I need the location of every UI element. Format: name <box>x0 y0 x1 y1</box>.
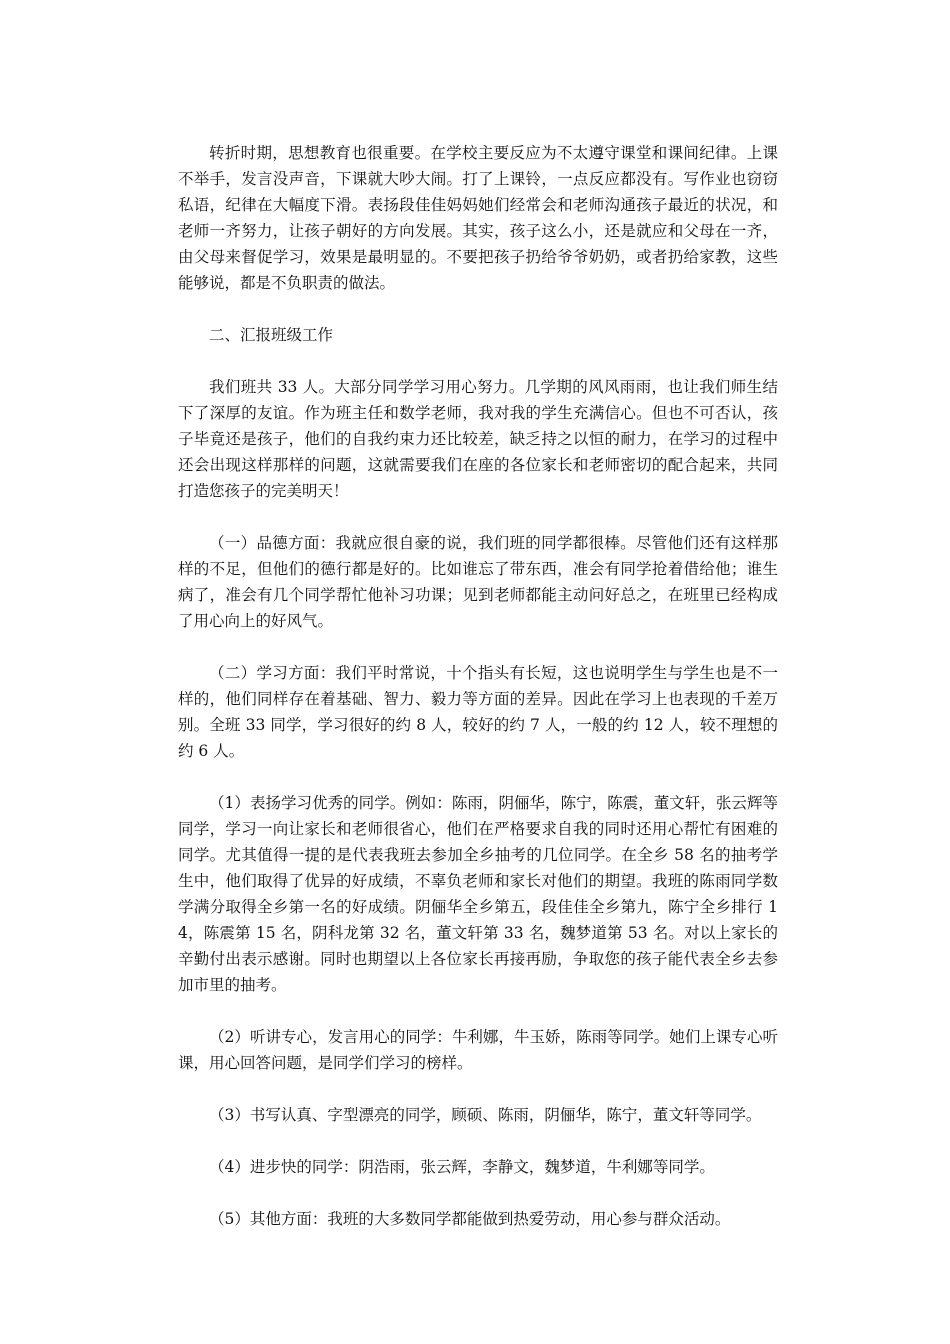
paragraph-moral-education: 转折时期，思想教育也很重要。在学校主要反应为不太遵守课堂和课间纪律。上课不举手，发言没声音，下课就大吵大闹。打了上课铃，一点反应都没有。写作业也窃窃私语，纪律在大幅度下滑。表扬段佳佳妈妈她们经常会和老师沟通孩子最近的状况，和老师一齐努力，让孩子朝好的方向发展。其实，孩子这么小，还是就应和父母在一齐，由父母来督促学习，效果是最明显的。不要把孩子扔给爷爷奶奶，或者扔给家教，这些能够说，都是不负职责的做法。 <box>178 144 778 292</box>
paragraph-other-aspects: （5）其他方面：我班的大多数同学都能做到热爱劳动，用心参与群众活动。 <box>209 1210 731 1228</box>
paragraph-improved-students: （4）进步快的同学：阴浩雨，张云辉，李静文，魏梦道，牛利娜等同学。 <box>209 1158 715 1176</box>
paragraph-neat-writing-students: （3）书写认真、字型漂亮的同学，顾硕、陈雨，阴俪华，陈宁，董文轩等同学。 <box>209 1106 762 1124</box>
paragraph-excellent-students: （1）表扬学习优秀的同学。例如：陈雨，阴俪华，陈宁，陈震，董文轩，张云辉等同学，学习一向让家长和老师很省心，他们在严格要求自我的同时还用心帮忙有困难的同学。尤其值得一提的是代表我班去参加全乡抽考的几位同学。在全乡 58 名的抽考学生中，他们取得了优异的好成绩，不辜负老师和家长对他们的期望。我班的陈雨同学数学满分取得全乡第一名的好成绩。阴俪华全乡第五，段佳佳全乡第九，陈宁全乡排行 14，陈震第 15 名，阴科龙第 32 名，董文轩第 33 名，魏梦道第 53 名。对以上家长的辛勤付出表示感谢。同时也期望以上各位家长再接再励，争取您的孩子能代表全乡去参加市里的抽考。 <box>178 794 778 994</box>
paragraph-moral-aspect: （一）品德方面：我就应很自豪的说，我们班的同学都很棒。尽管他们还有这样那样的不足，但他们的德行都是好的。比如谁忘了带东西，准会有同学抢着借给他；谁生病了，准会有几个同学帮忙他补习功课；见到老师都能主动问好总之，在班里已经构成了用心向上的好风气。 <box>178 534 778 630</box>
paragraph-attentive-students: （2）听讲专心，发言用心的同学：牛利娜，牛玉娇，陈雨等同学。她们上课专心听课，用心回答问题，是同学们学习的榜样。 <box>178 1028 778 1072</box>
section-heading-class-report: 二、汇报班级工作 <box>209 326 334 344</box>
document-body <box>178 140 778 1232</box>
paragraph-class-overview: 我们班共 33 人。大部分同学学习用心努力。几学期的风风雨雨，也让我们师生结下了深厚的友谊。作为班主任和数学老师，我对我的学生充满信心。但也不可否认，孩子毕竟还是孩子，他们的自我约束力还比较差，缺乏持之以恒的耐力，在学习的过程中还会出现这样那样的问题，这就需要我们在座的各位家长和老师密切的配合起来，共同打造您孩子的完美明天！ <box>178 378 778 500</box>
paragraph-study-aspect: （二）学习方面：我们平时常说，十个指头有长短，这也说明学生与学生也是不一样的，他们同样存在着基础、智力、毅力等方面的差异。因此在学习上也表现的千差万别。全班 33 同学，学习很好的约 8 人，较好的约 7 人，一般的约 12 人，较不理想的约 6 人。 <box>178 664 778 760</box>
